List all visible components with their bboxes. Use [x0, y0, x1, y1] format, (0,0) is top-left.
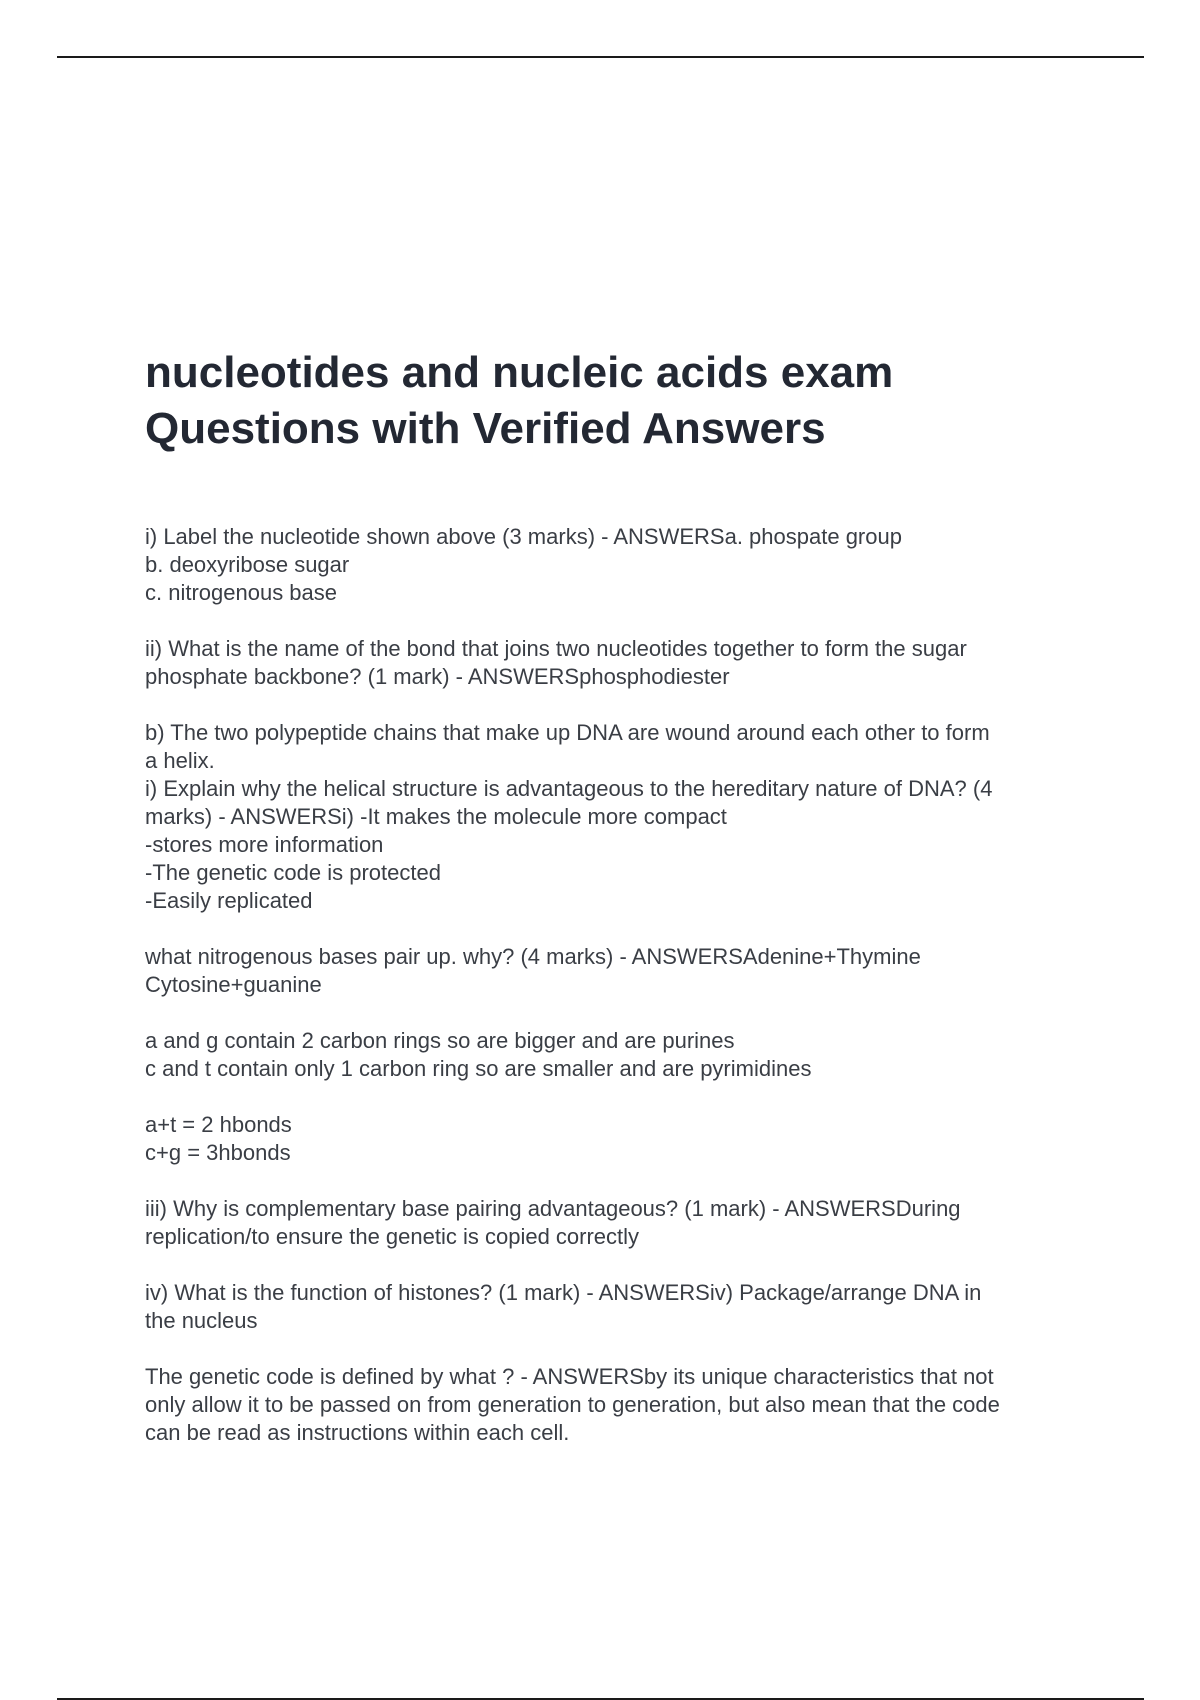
title-line-2: Questions with Verified Answers — [145, 404, 826, 453]
paragraph-line: iv) What is the function of histones? (1 mark) - ANSWERSiv) Package/arrange DNA in — [145, 1280, 982, 1305]
paragraph-line: marks) - ANSWERSi) -It makes the molecule more compact — [145, 804, 727, 829]
paragraph-line: -The genetic code is protected — [145, 860, 441, 885]
paragraph-line: The genetic code is defined by what ? - ANSWERSby its unique characteristics that not — [145, 1364, 994, 1389]
document-title — [145, 345, 1095, 457]
qa-paragraph — [145, 719, 1095, 915]
paragraph-line: phosphate backbone? (1 mark) - ANSWERSphosphodiester — [145, 664, 730, 689]
paragraph-line: a helix. — [145, 748, 215, 773]
qa-paragraph — [145, 943, 1095, 999]
paragraph-line: b) The two polypeptide chains that make up DNA are wound around each other to form — [145, 720, 990, 745]
qa-paragraph — [145, 1279, 1095, 1335]
qa-paragraph — [145, 523, 1095, 607]
paragraph-line: can be read as instructions within each cell. — [145, 1420, 570, 1445]
qa-paragraph — [145, 1111, 1095, 1167]
qa-paragraph — [145, 1027, 1095, 1083]
paragraph-line: c and t contain only 1 carbon ring so are smaller and are pyrimidines — [145, 1056, 812, 1081]
paragraph-line: a and g contain 2 carbon rings so are bigger and are purines — [145, 1028, 735, 1053]
qa-paragraph — [145, 1363, 1095, 1447]
question-answer-list — [145, 523, 1095, 1447]
qa-paragraph — [145, 635, 1095, 691]
paragraph-line: only allow it to be passed on from generation to generation, but also mean that the code — [145, 1392, 1000, 1417]
paragraph-line: what nitrogenous bases pair up. why? (4 marks) - ANSWERSAdenine+Thymine — [145, 944, 921, 969]
paragraph-line: a+t = 2 hbonds — [145, 1112, 292, 1137]
paragraph-line: Cytosine+guanine — [145, 972, 322, 997]
title-line-1: nucleotides and nucleic acids exam — [145, 348, 894, 397]
paragraph-line: replication/to ensure the genetic is copied correctly — [145, 1224, 640, 1249]
paragraph-line: b. deoxyribose sugar — [145, 552, 350, 577]
paragraph-line: i) Label the nucleotide shown above (3 marks) - ANSWERSa. phospate group — [145, 524, 902, 549]
document-body — [145, 345, 1095, 1475]
paragraph-line: -stores more information — [145, 832, 384, 857]
paragraph-line: i) Explain why the helical structure is advantageous to the hereditary nature of DNA? (4 — [145, 776, 993, 801]
paragraph-line: the nucleus — [145, 1308, 258, 1333]
paragraph-line: c. nitrogenous base — [145, 580, 338, 605]
paragraph-line: iii) Why is complementary base pairing advantageous? (1 mark) - ANSWERSDuring — [145, 1196, 961, 1221]
paragraph-line: c+g = 3hbonds — [145, 1140, 291, 1165]
paragraph-line: -Easily replicated — [145, 888, 313, 913]
paragraph-line: ii) What is the name of the bond that joins two nucleotides together to form the sugar — [145, 636, 967, 661]
top-rule — [57, 56, 1144, 58]
qa-paragraph — [145, 1195, 1095, 1251]
